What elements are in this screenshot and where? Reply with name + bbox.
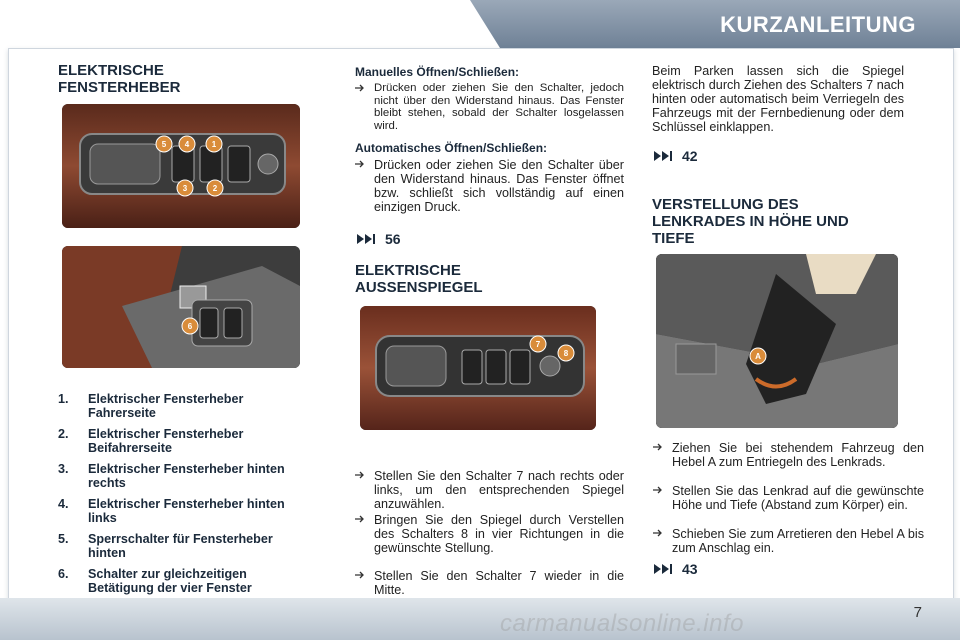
mirror-switch-photo: [360, 306, 596, 430]
switch-legend-list: [58, 392, 298, 602]
heading-steering: VERSTELLUNG DES LENKRADES IN HÖHE UND TIEFE: [652, 196, 849, 247]
svg-text:3: 3: [182, 184, 188, 193]
callout-3: [177, 180, 193, 196]
pointing-hand-icon: [354, 469, 368, 481]
callout-8: [558, 345, 574, 361]
svg-text:6: 6: [187, 322, 193, 331]
pointing-hand-icon: [354, 569, 368, 581]
steering-bullet-2: Stellen Sie das Lenkrad auf die gewünschte Höhe und Tiefe (Abstand zum Körper) ein.: [652, 484, 924, 512]
svg-text:8: 8: [563, 349, 569, 358]
pointing-hand-icon: [652, 441, 666, 453]
legend-item: 6. Schalter zur gleichzeitigen Betätigung der vier Fenster: [58, 567, 252, 595]
callout-5: [156, 136, 172, 152]
svg-text:2: 2: [212, 184, 218, 193]
callout-2: [207, 180, 223, 196]
fast-forward-icon: [355, 233, 377, 245]
manual-mode-bullet: Drücken oder ziehen Sie den Schalter, jedoch nicht über den Widerstand hinaus. Das Fenster bleibt stehen, sobald der Schalter losgelassen wird.: [354, 82, 624, 132]
steering-photo: [656, 254, 898, 428]
pointing-hand-icon: [652, 484, 666, 496]
svg-text:A: A: [755, 352, 761, 361]
svg-text:4: 4: [184, 140, 190, 149]
steering-bullet-1: Ziehen Sie bei stehendem Fahrzeug den Hebel A zum Entriegeln des Lenkrads.: [652, 441, 924, 469]
auto-mode-bullet: Drücken oder ziehen Sie den Schalter über den Widerstand hinaus. Das Fenster öffnet bzw. schließt sich vollständig auf einen einzigen Druck.: [354, 158, 624, 214]
pointing-hand-icon: [354, 158, 368, 170]
legend-item: 1. Elektrischer Fensterheber Fahrerseite: [58, 392, 244, 420]
page-title: KURZANLEITUNG: [720, 12, 916, 37]
pointing-hand-icon: [652, 527, 666, 539]
fast-forward-icon: [652, 150, 674, 162]
manual-mode-title: Manuelles Öffnen/Schließen:: [355, 65, 520, 79]
callout-1: [206, 136, 222, 152]
mirror-bullet-1: Stellen Sie den Schalter 7 nach rechts oder links, um den entsprechenden Spiegel anzuwählen.: [354, 469, 624, 511]
legend-item: 3. Elektrischer Fensterheber hinten rechts: [58, 462, 285, 490]
svg-text:1: 1: [211, 140, 217, 149]
page-number: 7: [913, 604, 922, 621]
footer-band: [0, 598, 960, 640]
callout-4: [179, 136, 195, 152]
legend-item: 5. Sperrschalter für Fensterheber hinten: [58, 532, 273, 560]
legend-item: 2. Elektrischer Fensterheber Beifahrerseite: [58, 427, 244, 455]
steering-bullet-3: Schieben Sie zum Arretieren den Hebel A bis zum Anschlag ein.: [652, 527, 924, 555]
legend-item: 4. Elektrischer Fensterheber hinten links: [58, 497, 285, 525]
auto-mode-title: Automatisches Öffnen/Schließen:: [355, 141, 548, 155]
pointing-hand-icon: [354, 82, 368, 94]
heading-mirrors: ELEKTRISCHE AUSSENSPIEGEL: [355, 262, 483, 296]
page-reference-56[interactable]: 56: [355, 231, 401, 247]
parking-fold-text: Beim Parken lassen sich die Spiegel elektrisch durch Ziehen des Schalters 7 nach hinten oder automatisch beim Verriegeln des Fahrzeugs mit der Fernbedienung oder dem Schlüssel einklappen.: [652, 64, 904, 134]
window-switch-photo-2: [62, 246, 300, 368]
mirror-bullet-2: Bringen Sie den Spiegel durch Verstellen des Schalters 8 in vier Richtungen in die gewünschte Stellung.: [354, 513, 624, 555]
callout-7: [530, 336, 546, 352]
mirror-bullet-3: Stellen Sie den Schalter 7 wieder in die Mitte.: [354, 569, 624, 597]
window-switch-photo-1: [62, 104, 300, 228]
heading-window-lifters: ELEKTRISCHE FENSTERHEBER: [58, 62, 181, 96]
page-reference-43[interactable]: 43: [652, 561, 698, 577]
page-reference-42[interactable]: 42: [652, 148, 698, 164]
callout-A: [750, 348, 766, 364]
pointing-hand-icon: [354, 513, 368, 525]
svg-text:5: 5: [161, 140, 167, 149]
svg-text:7: 7: [535, 340, 541, 349]
fast-forward-icon: [652, 563, 674, 575]
watermark: carmanualsonline.info: [500, 610, 744, 637]
callout-6: [182, 318, 198, 334]
